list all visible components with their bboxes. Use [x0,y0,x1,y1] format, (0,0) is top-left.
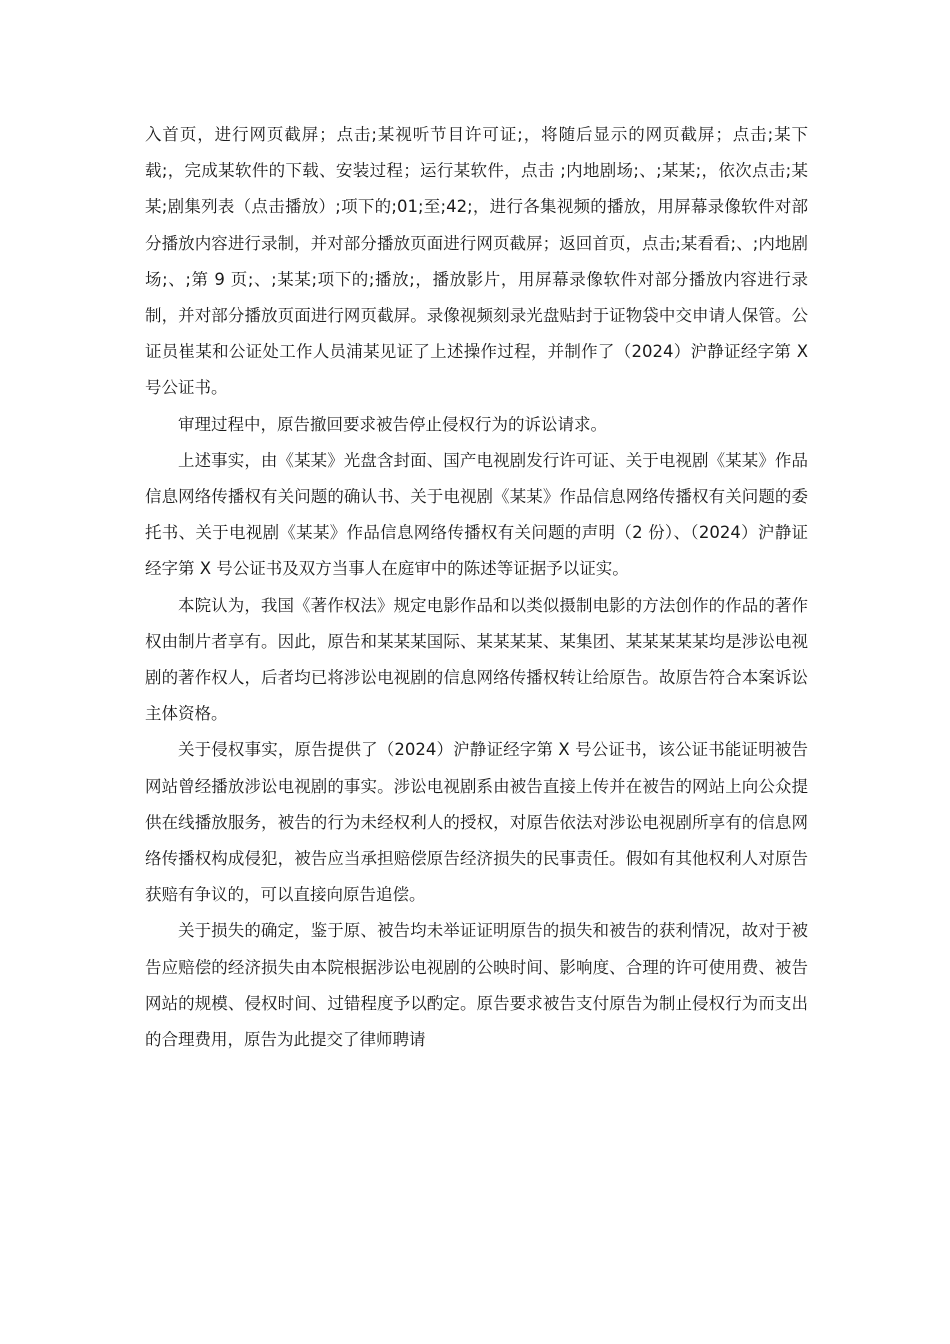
paragraph-3: 上述事实，由《某某》光盘含封面、国产电视剧发行许可证、关于电视剧《某某》作品信息网络传播权有关问题的确认书、关于电视剧《某某》作品信息网络传播权有关问题的委托书、关于电视剧《某某》作品信息网络传播权有关问题的声明（2 份）、（2024）沪静证经字第 X 号公证书及双方当事人在庭审中的陈述等证据予以证实。 [145,450,808,579]
paragraph-1: 入首页，进行网页截屏；点击;某视听节目许可证;，将随后显示的网页截屏；点击;某下载;，完成某软件的下载、安装过程；运行某软件，点击 ;内地剧场;、;某某;，依次点击;某某;剧集列表（点击播放）;项下的;01;至;42;，进行各集视频的播放，用屏幕录像软件对部分播放内容进行录制，并对部分播放页面进行网页截屏；返回首页，点击;某看看;、;内地剧场;、;第 9 页;、;某某;项下的;播放;，播放影片，用屏幕录像软件对部分播放内容进行录制，并对部分播放页面进行网页截屏。录像视频刻录光盘贴封于证物袋中交申请人保管。公证员崔某和公证处工作人员浦某见证了上述操作过程，并制作了（2024）沪静证经字第 X 号公证书。 [145,125,808,398]
paragraph-4: 本院认为，我国《著作权法》规定电影作品和以类似摄制电影的方法创作的作品的著作权由制片者享有。因此，原告和某某某国际、某某某某、某集团、某某某某某均是涉讼电视剧的著作权人，后者均已将涉讼电视剧的信息网络传播权转让给原告。故原告符合本案诉讼主体资格。 [145,595,808,724]
paragraph-5: 关于侵权事实，原告提供了（2024）沪静证经字第 X 号公证书，该公证书能证明被告网站曾经播放涉讼电视剧的事实。涉讼电视剧系由被告直接上传并在被告的网站上向公众提供在线播放服务，被告的行为未经权利人的授权，对原告依法对涉讼电视剧所享有的信息网络传播权构成侵犯，被告应当承担赔偿原告经济损失的民事责任。假如有其他权利人对原告获赔有争议的，可以直接向原告追偿。 [145,740,808,905]
paragraph-2: 审理过程中，原告撤回要求被告停止侵权行为的诉讼请求。 [178,414,607,434]
paragraph-6: 关于损失的确定，鉴于原、被告均未举证证明原告的损失和被告的获利情况，故对于被告应赔偿的经济损失由本院根据涉讼电视剧的公映时间、影响度、合理的许可使用费、被告网站的规模、侵权时间、过错程度予以酌定。原告要求被告支付原告为制止侵权行为而支出的合理费用，原告为此提交了律师聘请 [145,921,808,1050]
document-body [145,117,808,1058]
